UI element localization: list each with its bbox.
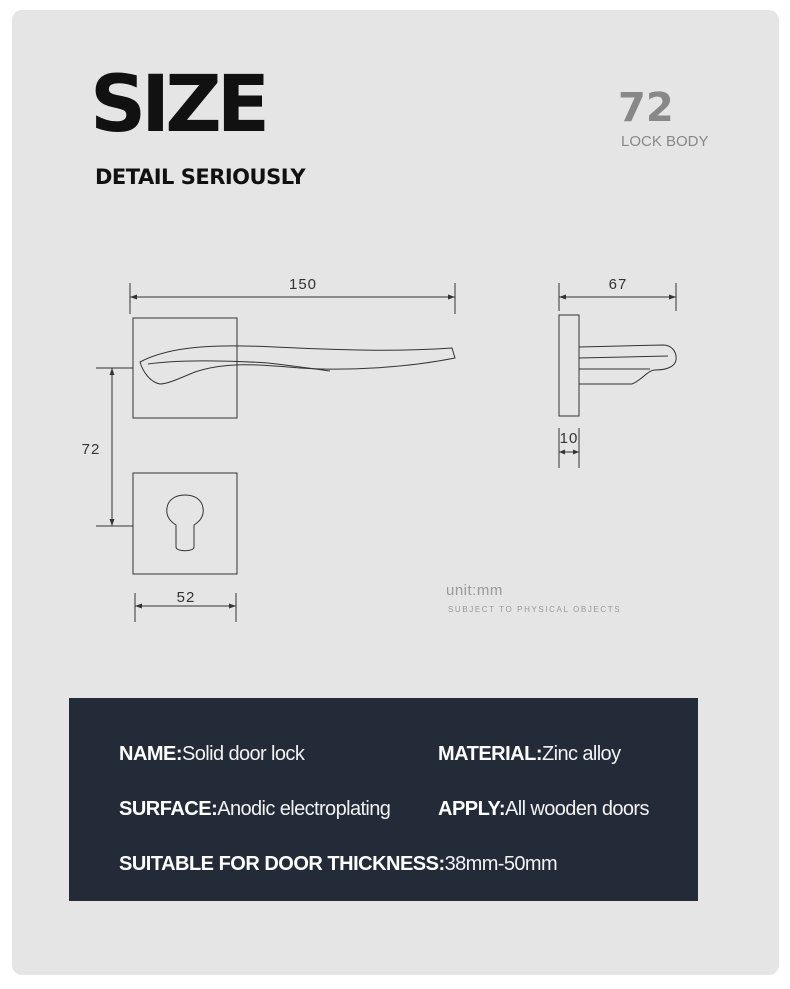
rose-square-bottom [133,473,237,574]
dimension-label-150: 150 [288,276,318,293]
spec-surface [119,799,390,819]
spec-name-key: NAME: [119,743,183,765]
dimension-label-10: 10 [559,430,579,447]
spec-apply-key: APPLY: [438,798,506,820]
spec-surface-value: Anodic electroplating [217,798,391,820]
spec-panel [69,698,698,901]
lock-body-number: 72 [618,85,674,131]
spec-thickness-value: 38mm-50mm [444,853,558,875]
spec-apply-value: All wooden doors [505,798,649,820]
spec-material-key: MATERIAL: [438,743,542,765]
spec-surface-key: SURFACE: [119,798,218,820]
unit-label: unit:mm [446,582,503,599]
page-title: SIZE [90,60,266,150]
spec-apply [438,799,649,819]
lever-handle-side [579,345,676,384]
rose-side-view [559,315,579,416]
unit-note: SUBJECT TO PHYSICAL OBJECTS [448,605,622,614]
spec-name-value: Solid door lock [182,743,305,765]
keyhole-icon [167,495,203,551]
page-subtitle: DETAIL SERIOUSLY [95,165,306,189]
dimension-72 [96,368,133,526]
spec-thickness-key: SUITABLE FOR DOOR THICKNESS: [119,853,445,875]
dimension-label-52: 52 [176,589,196,606]
spec-thickness [119,854,557,874]
spec-name [119,744,304,764]
spec-material-value: Zinc alloy [542,743,621,765]
lock-body-label: LOCK BODY [621,133,709,150]
dimension-label-67: 67 [608,276,628,293]
lever-handle-front [140,346,455,384]
spec-material [438,744,620,764]
rose-square-top [133,318,237,418]
dimension-label-72: 72 [81,441,101,458]
